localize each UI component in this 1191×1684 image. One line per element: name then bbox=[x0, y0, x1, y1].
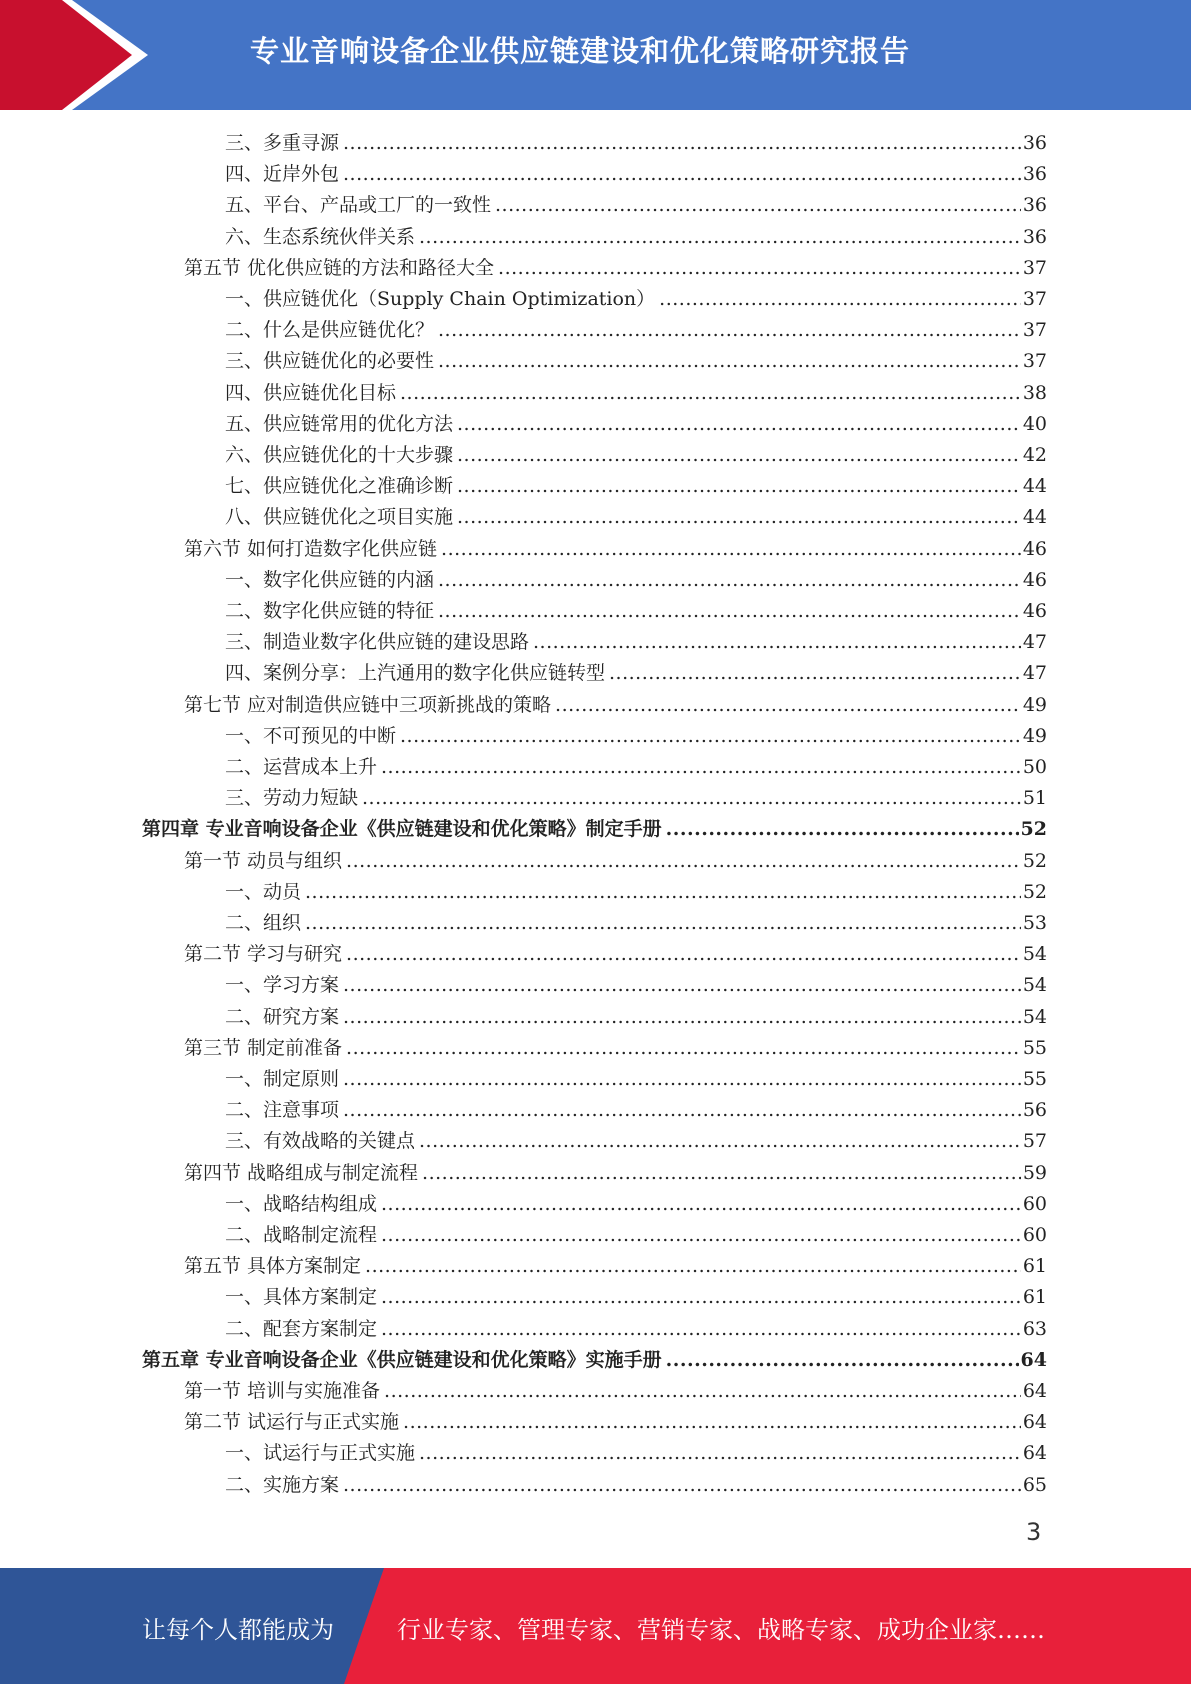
toc-dot-leader bbox=[495, 190, 1021, 221]
toc-dot-leader bbox=[400, 378, 1021, 409]
toc-entry-page: 46 bbox=[1022, 537, 1047, 560]
toc-entry-title: 三、劳动力短缺 bbox=[225, 787, 359, 810]
toc-entry-page: 59 bbox=[1022, 1161, 1047, 1184]
toc-entry-page: 49 bbox=[1022, 693, 1047, 716]
toc-entry-title: 四、案例分享：上汽通用的数字化供应链转型 bbox=[225, 662, 606, 685]
toc-entry[interactable] bbox=[225, 1064, 1047, 1095]
footer-banner bbox=[0, 1568, 1191, 1684]
toc-entry-page: 60 bbox=[1022, 1192, 1047, 1215]
toc-entry-title: 二、实施方案 bbox=[225, 1473, 340, 1496]
toc-dot-leader bbox=[555, 690, 1021, 721]
toc-entry-title: 四、供应链优化目标 bbox=[225, 381, 397, 404]
toc-entry-page: 49 bbox=[1022, 724, 1047, 747]
toc-entry-title: 第四节 战略组成与制定流程 bbox=[184, 1161, 419, 1184]
toc-entry[interactable] bbox=[225, 1189, 1047, 1220]
toc-entry-title: 一、试运行与正式实施 bbox=[225, 1442, 416, 1465]
toc-dot-leader bbox=[400, 721, 1021, 752]
toc-dot-leader bbox=[422, 1158, 1021, 1189]
toc-entry-page: 57 bbox=[1022, 1130, 1047, 1153]
toc-entry-page: 63 bbox=[1022, 1317, 1047, 1340]
toc-dot-leader bbox=[343, 1002, 1021, 1033]
toc-entry-title: 三、有效战略的关键点 bbox=[225, 1130, 416, 1153]
toc-dot-leader bbox=[381, 1189, 1021, 1220]
toc-entry-page: 38 bbox=[1022, 381, 1047, 404]
toc-dot-leader bbox=[666, 1345, 1019, 1376]
toc-entry-page: 55 bbox=[1022, 1036, 1047, 1059]
footer-slogan-right: 行业专家、管理专家、营销专家、战略专家、成功企业家…… bbox=[397, 1616, 1045, 1644]
toc-entry[interactable] bbox=[225, 1095, 1047, 1126]
toc-entry-page: 36 bbox=[1022, 225, 1047, 248]
toc-entry[interactable] bbox=[225, 502, 1047, 533]
toc-entry[interactable] bbox=[225, 284, 1047, 315]
toc-entry-title: 六、生态系统伙伴关系 bbox=[225, 225, 416, 248]
toc-entry-title: 第二节 学习与研究 bbox=[184, 943, 343, 966]
toc-entry[interactable] bbox=[225, 721, 1047, 752]
toc-dot-leader bbox=[441, 534, 1021, 565]
toc-entry-title: 二、战略制定流程 bbox=[225, 1224, 378, 1246]
toc-entry[interactable] bbox=[184, 253, 1047, 284]
toc-entry-title: 第七节 应对制造供应链中三项新挑战的策略 bbox=[184, 693, 552, 716]
toc-entry-page: 46 bbox=[1022, 600, 1047, 622]
toc-entry[interactable] bbox=[142, 814, 1047, 845]
toc-entry[interactable] bbox=[184, 1407, 1047, 1438]
toc-dot-leader bbox=[457, 502, 1021, 533]
toc-entry[interactable] bbox=[225, 1220, 1047, 1251]
toc-dot-leader bbox=[419, 222, 1021, 253]
toc-entry[interactable] bbox=[225, 222, 1047, 253]
toc-entry-title: 一、学习方案 bbox=[225, 974, 340, 997]
toc-entry-title: 第一节 动员与组织 bbox=[184, 849, 343, 872]
toc-dot-leader bbox=[438, 596, 1021, 627]
toc-dot-leader bbox=[666, 814, 1019, 845]
toc-dot-leader bbox=[305, 877, 1021, 908]
toc-entry-title: 二、组织 bbox=[225, 912, 302, 934]
toc-entry-page: 51 bbox=[1022, 787, 1047, 810]
toc-dot-leader bbox=[343, 1095, 1021, 1126]
toc-entry-title: 第二节 试运行与正式实施 bbox=[184, 1411, 400, 1434]
toc-dot-leader bbox=[419, 1126, 1021, 1157]
toc-entry-page: 64 bbox=[1020, 1348, 1047, 1371]
toc-dot-leader bbox=[305, 908, 1021, 939]
toc-entry-title: 一、不可预见的中断 bbox=[225, 724, 397, 747]
toc-entry-page: 53 bbox=[1022, 912, 1047, 934]
toc-entry[interactable] bbox=[225, 877, 1047, 908]
toc-entry-title: 二、运营成本上升 bbox=[225, 756, 378, 778]
toc-entry-title: 第六节 如何打造数字化供应链 bbox=[184, 537, 438, 560]
footer-slogan-left: 让每个人都能成为 bbox=[142, 1616, 334, 1644]
toc-entry[interactable] bbox=[184, 939, 1047, 970]
toc-entry-title: 二、数字化供应链的特征 bbox=[225, 600, 435, 622]
toc-entry-page: 37 bbox=[1022, 350, 1047, 373]
toc-entry[interactable] bbox=[225, 596, 1047, 627]
toc-dot-leader bbox=[384, 1376, 1021, 1407]
toc-entry-page: 37 bbox=[1022, 256, 1047, 279]
toc-entry-title: 三、制造业数字化供应链的建设思路 bbox=[225, 631, 530, 654]
toc-dot-leader bbox=[362, 783, 1021, 814]
toc-entry-title: 七、供应链优化之准确诊断 bbox=[225, 475, 454, 498]
header-banner bbox=[0, 0, 1191, 110]
toc-entry-title: 二、什么是供应链优化？ bbox=[225, 319, 435, 342]
toc-entry[interactable] bbox=[225, 159, 1047, 190]
toc-entry-page: 52 bbox=[1020, 818, 1047, 841]
toc-entry[interactable] bbox=[225, 378, 1047, 409]
toc-entry[interactable] bbox=[184, 846, 1047, 877]
toc-entry-page: 47 bbox=[1022, 662, 1047, 685]
toc-entry-title: 一、动员 bbox=[225, 880, 302, 903]
toc-dot-leader bbox=[659, 284, 1021, 315]
toc-entry[interactable] bbox=[184, 690, 1047, 721]
toc-entry-page: 54 bbox=[1022, 974, 1047, 997]
toc-dot-leader bbox=[346, 846, 1021, 877]
toc-entry-title: 八、供应链优化之项目实施 bbox=[225, 506, 454, 529]
toc-entry-title: 第五节 优化供应链的方法和路径大全 bbox=[184, 256, 495, 279]
toc-entry-page: 50 bbox=[1022, 756, 1047, 778]
toc-entry-page: 40 bbox=[1022, 412, 1047, 435]
toc-entry[interactable] bbox=[225, 752, 1047, 783]
toc-entry-title: 一、供应链优化（Supply Chain Optimization） bbox=[225, 288, 656, 310]
toc-entry-title: 五、供应链常用的优化方法 bbox=[225, 412, 454, 435]
toc-entry-title: 二、研究方案 bbox=[225, 1005, 340, 1028]
toc-dot-leader bbox=[365, 1251, 1021, 1282]
toc-entry[interactable] bbox=[225, 1002, 1047, 1033]
toc-entry-page: 36 bbox=[1022, 163, 1047, 186]
toc-entry-title: 第一节 培训与实施准备 bbox=[184, 1380, 381, 1402]
toc-entry-page: 60 bbox=[1022, 1224, 1047, 1246]
toc-entry[interactable] bbox=[225, 1314, 1047, 1345]
toc-dot-leader bbox=[457, 471, 1021, 502]
toc-entry[interactable] bbox=[225, 190, 1047, 221]
toc-entry-page: 52 bbox=[1022, 849, 1047, 872]
toc-entry[interactable] bbox=[225, 627, 1047, 658]
toc-entry[interactable] bbox=[225, 346, 1047, 377]
toc-entry[interactable] bbox=[184, 1251, 1047, 1282]
toc-dot-leader bbox=[346, 1033, 1021, 1064]
toc-entry-title: 一、具体方案制定 bbox=[225, 1286, 378, 1309]
toc-dot-leader bbox=[343, 1470, 1021, 1501]
toc-dot-leader bbox=[381, 1314, 1021, 1345]
toc-dot-leader bbox=[457, 409, 1021, 440]
toc-dot-leader bbox=[438, 346, 1021, 377]
toc-entry-page: 37 bbox=[1022, 288, 1047, 310]
toc-dot-leader bbox=[346, 939, 1021, 970]
toc-entry[interactable] bbox=[225, 1282, 1047, 1313]
toc-dot-leader bbox=[438, 565, 1021, 596]
toc-entry[interactable] bbox=[142, 1345, 1047, 1376]
toc-entry-title: 第三节 制定前准备 bbox=[184, 1036, 343, 1059]
toc-entry-title: 二、配套方案制定 bbox=[225, 1317, 378, 1340]
toc-entry-title: 三、多重寻源 bbox=[225, 132, 340, 154]
toc-entry-title: 一、制定原则 bbox=[225, 1068, 340, 1090]
toc-dot-leader bbox=[419, 1438, 1021, 1469]
toc-entry[interactable] bbox=[184, 1033, 1047, 1064]
toc-entry[interactable] bbox=[225, 440, 1047, 471]
toc-entry-title: 一、数字化供应链的内涵 bbox=[225, 568, 435, 591]
toc-entry-page: 46 bbox=[1022, 568, 1047, 591]
toc-dot-leader bbox=[498, 253, 1021, 284]
toc-entry-page: 64 bbox=[1022, 1380, 1047, 1402]
toc-entry-title: 第五节 具体方案制定 bbox=[184, 1255, 362, 1278]
toc-entry-title: 一、战略结构组成 bbox=[225, 1192, 378, 1215]
toc-entry[interactable] bbox=[225, 1126, 1047, 1157]
toc-entry-title: 三、供应链优化的必要性 bbox=[225, 350, 435, 373]
toc-entry-page: 64 bbox=[1022, 1442, 1047, 1465]
toc-entry[interactable] bbox=[225, 409, 1047, 440]
toc-entry-title: 第四章 专业音响设备企业《供应链建设和优化策略》制定手册 bbox=[142, 818, 662, 841]
toc-dot-leader bbox=[457, 440, 1021, 471]
toc-entry[interactable] bbox=[225, 1470, 1047, 1501]
toc-entry[interactable] bbox=[225, 970, 1047, 1001]
toc-dot-leader bbox=[343, 159, 1021, 190]
toc-dot-leader bbox=[609, 658, 1021, 689]
toc-dot-leader bbox=[438, 315, 1021, 346]
toc-entry[interactable] bbox=[184, 534, 1047, 565]
toc-entry-title: 五、平台、产品或工厂的一致性 bbox=[225, 194, 492, 217]
toc-entry-page: 64 bbox=[1022, 1411, 1047, 1434]
toc-entry-page: 44 bbox=[1022, 475, 1047, 498]
document-title: 专业音响设备企业供应链建设和优化策略研究报告 bbox=[250, 34, 911, 68]
toc-entry-title: 第五章 专业音响设备企业《供应链建设和优化策略》实施手册 bbox=[142, 1348, 662, 1371]
toc-entry-page: 65 bbox=[1022, 1473, 1047, 1496]
toc-entry-page: 61 bbox=[1022, 1255, 1047, 1278]
toc-entry[interactable] bbox=[225, 565, 1047, 596]
toc-entry[interactable] bbox=[225, 658, 1047, 689]
toc-entry-page: 56 bbox=[1022, 1099, 1047, 1122]
toc-entry-page: 54 bbox=[1022, 1005, 1047, 1028]
toc-dot-leader bbox=[343, 128, 1021, 159]
toc-entry-page: 52 bbox=[1022, 880, 1047, 903]
toc-entry-page: 55 bbox=[1022, 1068, 1047, 1090]
toc-entry[interactable] bbox=[225, 1438, 1047, 1469]
toc-entry-page: 44 bbox=[1022, 506, 1047, 529]
toc-dot-leader bbox=[343, 970, 1021, 1001]
toc-entry-page: 36 bbox=[1022, 194, 1047, 217]
toc-dot-leader bbox=[533, 627, 1021, 658]
toc-dot-leader bbox=[403, 1407, 1021, 1438]
toc-entry-page: 54 bbox=[1022, 943, 1047, 966]
toc-entry[interactable] bbox=[225, 315, 1047, 346]
toc-entry[interactable] bbox=[225, 128, 1047, 159]
toc-entry[interactable] bbox=[184, 1376, 1047, 1407]
toc-dot-leader bbox=[343, 1064, 1021, 1095]
toc-dot-leader bbox=[381, 1220, 1021, 1251]
toc-dot-leader bbox=[381, 752, 1021, 783]
toc-entry-page: 42 bbox=[1022, 444, 1047, 466]
toc-entry[interactable] bbox=[225, 908, 1047, 939]
page-number: 3 bbox=[1026, 1518, 1042, 1546]
toc-entry-page: 37 bbox=[1022, 319, 1047, 342]
toc-entry-title: 二、注意事项 bbox=[225, 1099, 340, 1122]
toc-entry[interactable] bbox=[225, 471, 1047, 502]
toc-dot-leader bbox=[381, 1282, 1021, 1313]
toc-entry-title: 四、近岸外包 bbox=[225, 163, 340, 186]
toc-entry[interactable] bbox=[184, 1158, 1047, 1189]
toc-entry-page: 61 bbox=[1022, 1286, 1047, 1309]
toc-entry[interactable] bbox=[225, 783, 1047, 814]
toc-entry-title: 六、供应链优化的十大步骤 bbox=[225, 444, 454, 466]
toc-entry-page: 36 bbox=[1022, 132, 1047, 154]
toc-entry-page: 47 bbox=[1022, 631, 1047, 654]
